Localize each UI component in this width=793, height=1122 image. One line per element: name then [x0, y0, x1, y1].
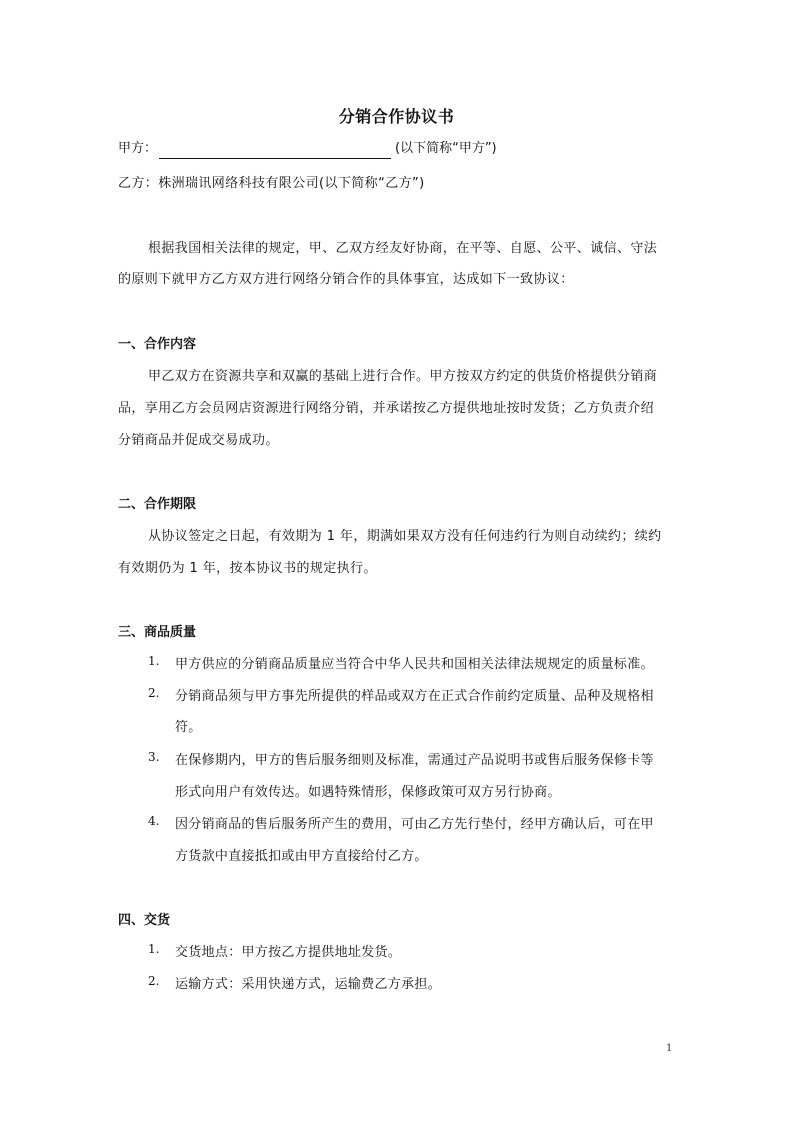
- party-a-label: 甲方：: [118, 141, 158, 156]
- section-heading-quality: 三、商品质量: [118, 625, 197, 640]
- party-b-line: 乙方：株洲瑞讯网络科技有限公司(以下简称“乙方”): [118, 176, 425, 191]
- quality-item-2-line-1: 分销商品须与甲方事先所提供的样品或双方在正式合作前约定质量、品种及规格相: [175, 689, 654, 704]
- delivery-item-2-number: 2.: [148, 974, 160, 988]
- quality-item-3-line-1: 在保修期内，甲方的售后服务细则及标准，需通过产品说明书或售后服务保修卡等: [175, 753, 654, 768]
- delivery-item-1-line-1: 交货地点：甲方按乙方提供地址发货。: [175, 945, 402, 960]
- intro-line-2: 的原则下就甲方乙方双方进行网络分销合作的具体事宜，达成如下一致协议：: [118, 272, 574, 287]
- party-a-blank-line[interactable]: [159, 143, 391, 159]
- party-a-row: [118, 139, 497, 159]
- quality-item-1-number: 1.: [148, 654, 160, 668]
- quality-item-4-line-1: 因分销商品的售后服务所产生的费用，可由乙方先行垫付，经甲方确认后，可在甲: [175, 817, 654, 832]
- section1-line-2: 品，享用乙方会员网店资源进行网络分销，并承诺按乙方提供地址按时发货；乙方负责介绍: [118, 401, 655, 416]
- document-title: 分销合作协议书: [338, 107, 455, 126]
- quality-item-2-number: 2.: [148, 686, 160, 700]
- section2-line-1: 从协议签定之日起，有效期为 1 年，期满如果双方没有任何违约行为则自动续约；续约: [148, 529, 662, 544]
- section2-line-2: 有效期仍为 1 年，按本协议书的规定执行。: [118, 561, 377, 576]
- quality-item-4-number: 4.: [148, 814, 160, 828]
- quality-item-3-number: 3.: [148, 750, 160, 764]
- quality-item-4-line-2: 方货款中直接抵扣或由甲方直接给付乙方。: [175, 849, 428, 864]
- quality-item-3-line-2: 形式向用户有效传达。如遇特殊情形，保修政策可双方另行协商。: [175, 785, 561, 800]
- quality-item-1-line-1: 甲方供应的分销商品质量应当符合中华人民共和国相关法律法规规定的质量标准。: [175, 657, 654, 672]
- page-number: 1: [666, 1043, 673, 1054]
- section-heading-term: 二、合作期限: [118, 497, 197, 512]
- party-a-suffix: (以下简称“甲方”): [395, 141, 497, 156]
- section1-line-3: 分销商品并促成交易成功。: [118, 433, 279, 448]
- intro-line-1: 根据我国相关法律的规定，甲、乙双方经友好协商，在平等、自愿、公平、诚信、守法: [148, 241, 658, 256]
- delivery-item-1-number: 1.: [148, 942, 160, 956]
- delivery-item-2-line-1: 运输方式：采用快递方式，运输费乙方承担。: [175, 977, 442, 992]
- section1-line-1: 甲乙双方在资源共享和双赢的基础上进行合作。甲方按双方约定的供货价格提供分销商: [148, 369, 658, 384]
- section-heading-delivery: 四、交货: [118, 913, 171, 928]
- quality-item-2-line-2: 符。: [175, 720, 202, 735]
- section-heading-cooperation: 一、合作内容: [118, 337, 197, 352]
